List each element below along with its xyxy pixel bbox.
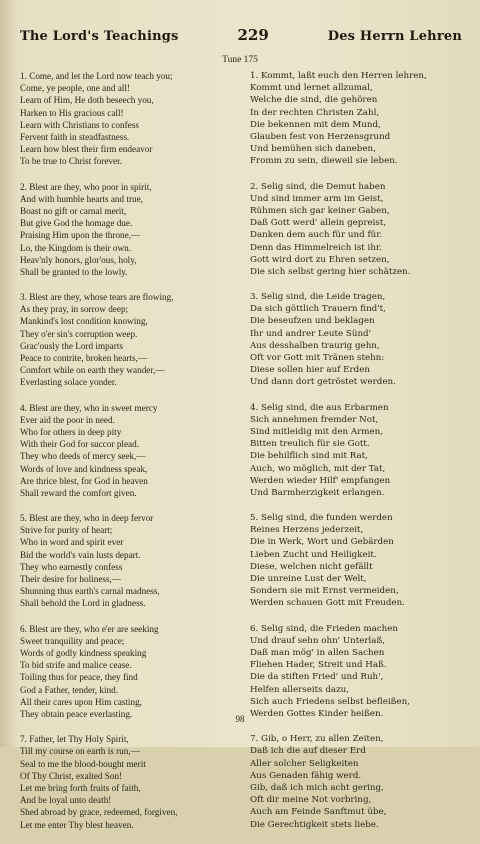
- english-verse-line: Shall be granted to the lowly.: [20, 266, 128, 277]
- english-verse-line: Comfort while on earth they wander,—: [20, 365, 165, 376]
- english-verse-line: Mankind's lost condition knowing,: [20, 316, 148, 327]
- english-verse-line: 5. Blest are they, who in deep fervor: [20, 513, 154, 524]
- german-verse-line: Und sind immer arm im Geist,: [250, 193, 384, 204]
- english-verse-line: 3. Blest are they, whose tears are flowing,: [20, 292, 174, 303]
- german-verse-line: 4. Selig sind, die aus Erbarmen: [250, 402, 389, 413]
- english-verse-line: Fervent faith in steadfastness.: [20, 132, 130, 143]
- english-verse-line: But give God the homage due.: [20, 218, 133, 229]
- english-verse-line: Harken to His gracious call!: [20, 107, 124, 118]
- german-verse-line: Und bemühen sich daneben,: [250, 144, 376, 155]
- english-verse-line: Who in word and spirit ever: [20, 537, 124, 548]
- english-verse-line: Shunning thus earth's carnal madness,: [20, 586, 160, 597]
- german-verse-line: Bitten treulich für sie Gott.: [250, 439, 370, 450]
- german-verse-line: Die bekennen mit dem Mund,: [250, 119, 381, 130]
- german-verse-line: Daß ich die auf dieser Erd: [250, 746, 366, 757]
- header-english-title: The Lord's Teachings: [20, 29, 179, 44]
- german-verse-line: 2. Selig sind, die Demut haben: [250, 181, 386, 192]
- english-verse-line: Let me bring forth fruits of faith,: [20, 782, 141, 793]
- german-verse-line: Lieben Zucht und Heiligkeit.: [250, 549, 377, 560]
- german-verse-line: Helfen allerseits dazu,: [250, 684, 350, 695]
- german-verse-line: Und dann dort getröstet werden.: [250, 377, 396, 388]
- german-verse-line: Fromm zu sein, dieweil sie leben.: [250, 156, 398, 167]
- german-verse-line: Daß man mög' in allen Sachen: [250, 647, 385, 658]
- german-verse-line: Reines Herzens jederzeit,: [250, 525, 364, 536]
- english-column: [20, 70, 235, 844]
- english-verse-line: As they pray, in sorrow deep;: [20, 304, 129, 315]
- english-verse-line: 6. Blest are they, who e'er are seeking: [20, 623, 159, 634]
- page-number: 98: [235, 714, 245, 724]
- german-verse-line: Rühmen sich gar keiner Gaben,: [250, 205, 390, 216]
- english-verse-line: With their God for succor plead.: [20, 439, 140, 450]
- english-stanza-1: [20, 70, 235, 168]
- german-verse-line: Aller solcher Seligkeiten: [250, 758, 359, 769]
- german-verse-line: Diese, welchen nicht gefällt: [250, 561, 373, 572]
- english-verse-line: Come, ye people, one and all!: [20, 83, 130, 94]
- english-verse-line: They obtain peace everlasting.: [20, 709, 133, 719]
- english-verse-line: Of Thy Christ, exalted Son!: [20, 770, 123, 781]
- german-verse-line: Die Gerechtigkeit stets liebe.: [250, 819, 379, 830]
- german-verse-line: 3. Selig sind, die Leide tragen,: [250, 292, 386, 303]
- german-verse-line: Sich auch Friedens selbst befleißen,: [250, 696, 410, 707]
- german-verse-line: Aus Genaden fähig werd.: [250, 770, 362, 781]
- german-stanza-7: [250, 733, 465, 831]
- german-verse-line: Daß Gott werd' allein gepreist,: [250, 218, 387, 229]
- english-verse-line: Learn how blest their firm endeavor: [20, 144, 153, 155]
- german-stanza-1: [250, 70, 465, 168]
- header-german-title: Des Herrn Lehren: [327, 29, 462, 44]
- english-verse-line: Heav'nly honors, glor'ous, holy,: [20, 254, 137, 265]
- english-verse-line: Till my course on earth is run,—: [20, 746, 140, 757]
- german-verse-line: Werden wieder Hilf' empfangen: [250, 475, 391, 486]
- german-verse-line: Werden schauen Gott mit Freuden.: [250, 598, 405, 609]
- english-verse-line: Shed abroad by grace, redeemed, forgiven,: [20, 807, 178, 818]
- english-verse-line: Grac'ously the Lord imparts: [20, 340, 123, 351]
- english-verse-line: Strive for purity of heart;: [20, 525, 113, 536]
- english-stanza-5: [20, 512, 235, 610]
- english-verse-line: Words of godly kindness speaking: [20, 647, 147, 658]
- english-verse-line: Who for others in deep pity: [20, 426, 122, 437]
- german-verse-line: Danken dem auch für und für.: [250, 230, 383, 241]
- german-verse-line: Und drauf sehn ohn' Unterlaß,: [250, 635, 386, 646]
- german-verse-line: Denn das Himmelreich ist ihr.: [250, 242, 382, 253]
- german-verse-line: 1. Kommt, laßt euch den Herren lehren,: [250, 71, 427, 81]
- english-verse-line: Lo, the Kingdom is their own.: [20, 242, 132, 253]
- english-verse-line: Ever aid the poor in need.: [20, 414, 115, 425]
- english-verse-line: Praising Him upon the throne,—: [20, 230, 141, 241]
- german-verse-line: Die unreine Lust der Welt,: [250, 574, 367, 585]
- german-stanza-2: [250, 181, 465, 279]
- german-verse-line: Diese sollen hier auf Erden: [250, 365, 370, 376]
- english-verse-line: God a Father, tender, kind.: [20, 684, 119, 695]
- english-verse-line: Bid the world's vain lusts depart.: [20, 549, 141, 560]
- german-verse-line: Auch am Feinde Sanftmut übe,: [250, 807, 387, 818]
- english-verse-line: They who deeds of mercy seek,—: [20, 451, 146, 462]
- english-verse-line: Learn of Him, He doth beseech you,: [20, 95, 154, 106]
- german-verse-line: Werden Gottes Kinder heißen.: [250, 709, 384, 719]
- german-verse-line: Welche die sind, die gehören: [250, 95, 378, 106]
- tune-reference: Tune 175: [222, 55, 258, 65]
- english-verse-line: They who earnestly confess: [20, 561, 123, 572]
- german-verse-line: Glauben fest von Herzensgrund: [250, 132, 391, 143]
- german-verse-line: 5. Selig sind, die funden werden: [250, 513, 393, 524]
- english-verse-line: Toiling thus for peace, they find: [20, 672, 138, 683]
- english-verse-line: And with humble hearts and true,: [20, 193, 143, 204]
- english-verse-line: Are thrice blest, for God in heaven: [20, 475, 148, 486]
- german-verse-line: Sondern sie mit Ernst vermeiden,: [250, 586, 399, 597]
- german-verse-line: Oft dir meine Not vorbring,: [250, 795, 372, 806]
- german-verse-line: Aus desshalben traurig gehn,: [250, 340, 380, 351]
- german-stanza-3: [250, 291, 465, 389]
- english-verse-line: They o'er sin's corruption weep.: [20, 328, 138, 339]
- english-verse-line: 7. Father, let Thy Holy Spirit,: [20, 734, 129, 745]
- english-verse-line: Seal to me the blood-bought merit: [20, 758, 146, 769]
- english-verse-line: Let me enter Thy blest heaven.: [20, 819, 134, 830]
- english-verse-line: Shall reward the comfort given.: [20, 487, 137, 498]
- english-verse-line: Peace to contrite, broken hearts,—: [20, 353, 148, 364]
- english-stanza-6: [20, 623, 235, 721]
- german-verse-line: 7. Gib, o Herr, zu allen Zeiten,: [250, 734, 384, 745]
- english-verse-line: Words of love and kindness speak,: [20, 463, 148, 474]
- german-verse-line: Sind mitleidig mit den Armen,: [250, 426, 384, 437]
- english-stanza-2: [20, 181, 235, 279]
- hymn-number: 229: [237, 26, 269, 44]
- english-verse-line: To bid strife and malice cease.: [20, 660, 132, 671]
- english-verse-line: 2. Blest are they, who poor in spirit,: [20, 181, 152, 192]
- english-verse-line: Boast no gift or carnal merit,: [20, 205, 127, 216]
- english-verse-line: To be true to Christ forever.: [20, 156, 122, 167]
- german-verse-line: Fliehen Hader, Streit und Haß.: [250, 660, 387, 671]
- english-verse-line: 4. Blest are they, who in sweet mercy: [20, 402, 158, 413]
- english-stanza-3: [20, 291, 235, 389]
- page-header: [20, 26, 462, 48]
- german-stanza-5: [250, 512, 465, 610]
- german-column: [250, 70, 465, 844]
- german-stanza-4: [250, 402, 465, 500]
- english-verse-line: Sweet tranquility and peace;: [20, 635, 125, 646]
- english-stanza-4: [20, 402, 235, 500]
- german-verse-line: Gott wird dort zu Ehren setzen,: [250, 254, 390, 265]
- english-verse-line: Learn with Christians to confess: [20, 119, 139, 130]
- german-verse-line: Da sich göttlich Trauern find't,: [250, 304, 386, 315]
- german-verse-line: 6. Selig sind, die Frieden machen: [250, 623, 398, 634]
- german-verse-line: Gib, daß ich mich acht gering,: [250, 782, 384, 793]
- german-verse-line: Die da stiften Fried' und Ruh',: [250, 672, 384, 683]
- english-verse-line: Shall behold the Lord in gladness.: [20, 598, 146, 609]
- german-verse-line: Die in Werk, Wort und Gebärden: [250, 537, 394, 548]
- german-verse-line: Kommt und lernet allzumal,: [250, 83, 373, 94]
- german-verse-line: Oft vor Gott mit Tränen stehn:: [250, 353, 385, 364]
- english-verse-line: 1. Come, and let the Lord now teach you;: [20, 71, 173, 81]
- german-verse-line: In der rechten Christen Zahl,: [250, 107, 380, 118]
- german-verse-line: Sich annehmen fremder Not,: [250, 414, 379, 425]
- german-verse-line: Auch, wo möglich, mit der Tat,: [250, 463, 386, 474]
- german-verse-line: Die beseufzen und beklagen: [250, 316, 375, 327]
- english-stanza-7: [20, 733, 235, 831]
- german-verse-line: Die behilflich sind mit Rat,: [250, 451, 368, 462]
- english-verse-line: Their desire for holiness,—: [20, 574, 122, 585]
- german-verse-line: Ihr und andrer Leute Sünd': [250, 328, 371, 339]
- english-verse-line: All their cares upon Him casting,: [20, 696, 142, 707]
- german-verse-line: Die sich selbst gering hier schätzen.: [250, 266, 411, 277]
- english-verse-line: And be loyal unto death!: [20, 795, 112, 806]
- english-verse-line: Everlasting solace yonder.: [20, 377, 117, 388]
- german-verse-line: Und Barmherzigkeit erlangen.: [250, 487, 385, 498]
- german-stanza-6: [250, 623, 465, 721]
